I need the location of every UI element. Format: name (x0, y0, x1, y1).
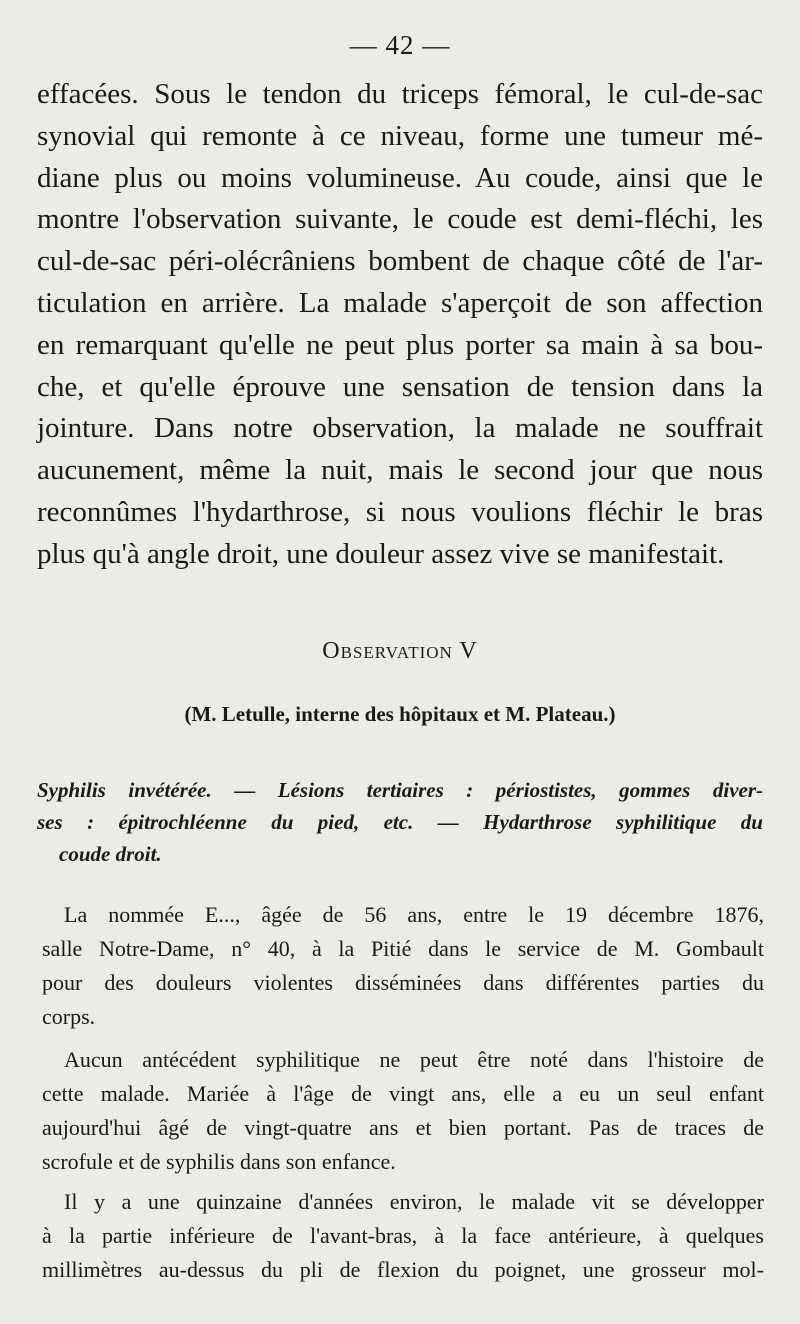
summary-line: Syphilis invétérée. — Lésions tertiaires : périostistes, gommes diver- (37, 778, 763, 802)
text-line: salle Notre-Dame, n° 40, à la Pitié dans le service de M. Gombault (42, 936, 764, 961)
text-line: plus qu'à angle droit, une douleur assez vive se manifestait. (37, 537, 725, 570)
observation-heading: Observation V (322, 638, 478, 664)
text-line: diane plus ou moins volumineuse. Au coude, ainsi que le (37, 161, 763, 194)
text-line: millimètres au-dessus du pli de flexion du poignet, une grosseur mol- (42, 1257, 764, 1282)
page-number: — 42 — (349, 30, 451, 60)
text-line: reconnûmes l'hydarthrose, si nous voulions fléchir le bras (37, 495, 763, 528)
text-line: à la partie inférieure de l'avant-bras, à la face antérieure, à quelques (42, 1223, 764, 1248)
paragraph-history (42, 1043, 764, 1179)
text-line: pour des douleurs violentes disséminées dans différentes parties du (42, 970, 764, 995)
text-line: scrofule et de syphilis dans son enfance. (42, 1149, 396, 1174)
text-line: corps. (42, 1004, 96, 1029)
text-line: synovial qui remonte à ce niveau, forme une tumeur mé- (37, 119, 763, 152)
text-line: aujourd'hui âgé de vingt-quatre ans et bien portant. Pas de traces de (42, 1115, 764, 1140)
text-line: en remarquant qu'elle ne peut plus porter sa main à sa bou- (37, 328, 763, 361)
text-line: effacées. Sous le tendon du triceps fémoral, le cul-de-sac (37, 78, 763, 110)
paragraph-admission (42, 898, 764, 1034)
text-line: che, et qu'elle éprouve une sensation de tension dans la (37, 370, 763, 403)
observation-summary (37, 774, 763, 870)
summary-line: coude droit. (59, 842, 162, 866)
text-line: montre l'observation suivante, le coude est demi-fléchi, les (37, 203, 763, 236)
summary-line: ses : épitrochléenne du pied, etc. — Hydarthrose syphilitique du (37, 810, 763, 834)
text-line: ticulation en arrière. La malade s'aperçoit de son affection (37, 286, 763, 319)
text-line: cul-de-sac péri-olécrâniens bombent de chaque côté de l'ar- (37, 245, 763, 278)
lead-paragraph (37, 74, 763, 576)
observation-credit: (M. Letulle, interne des hôpitaux et M. Plateau.) (184, 702, 616, 726)
text-line: jointure. Dans notre observation, la malade ne souffrait (37, 412, 763, 445)
text-line: La nommée E..., âgée de 56 ans, entre le 19 décembre 1876, (64, 902, 764, 927)
text-line: Aucun antécédent syphilitique ne peut être noté dans l'histoire de (64, 1047, 764, 1072)
text-line: Il y a une quinzaine d'années environ, le malade vit se développer (64, 1189, 764, 1214)
paragraph-onset (42, 1185, 764, 1287)
text-line: aucunement, même la nuit, mais le second jour que nous (37, 454, 763, 487)
text-line: cette malade. Mariée à l'âge de vingt ans, elle a eu un seul enfant (42, 1081, 764, 1106)
